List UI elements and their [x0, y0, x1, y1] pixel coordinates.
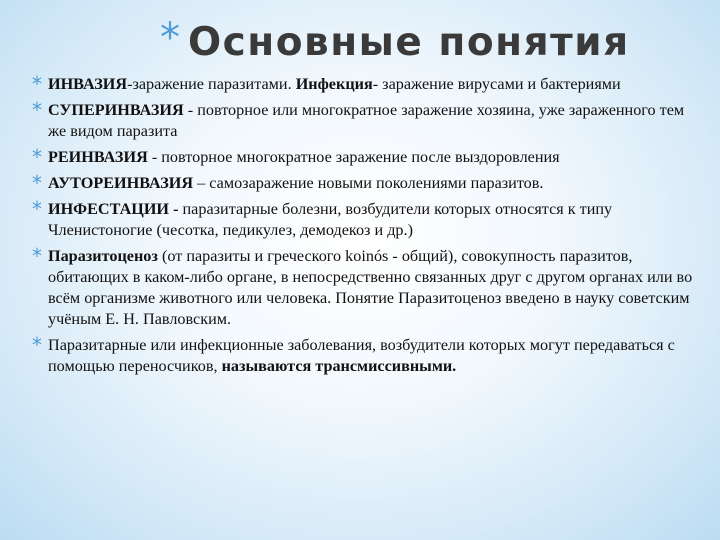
list-item — [32, 74, 700, 95]
bullet-list — [32, 74, 700, 382]
asterisk-bullet-icon: * — [32, 333, 42, 357]
asterisk-bullet-icon: * — [32, 72, 42, 96]
bold-term: Инфекция — [295, 75, 373, 93]
text-segment: – самозаражение новыми поколениями паразитов. — [193, 174, 544, 192]
list-item — [32, 199, 700, 241]
asterisk-bullet-icon: * — [160, 15, 180, 61]
asterisk-bullet-icon: * — [32, 98, 42, 122]
bold-term: ИНВАЗИЯ — [48, 75, 128, 93]
list-item — [32, 335, 700, 377]
bold-term: называются трансмиссивными. — [221, 357, 457, 375]
bullet-text — [48, 200, 612, 239]
list-item — [32, 100, 700, 142]
text-segment: Паразитарные или инфекционные заболевания, возбудители которых могут передаваться с помощью переносчиков, — [48, 336, 675, 375]
text-segment: (от паразиты и греческого koinós - общий), совокупность паразитов, обитающих в каком-либо органе, в непосредственно связанных друг с другом органах или во всём организме животного или человека. Понятие Паразитоценоз введено в науку советским учёным Е. Н. Павловским. — [48, 247, 693, 328]
text-segment: - заражение вирусами и бактериями — [372, 75, 621, 93]
bold-term: АУТОРЕИНВАЗИЯ — [48, 174, 194, 192]
asterisk-bullet-icon: * — [32, 244, 42, 268]
text-segment: - повторное или многократное заражение хозяина, уже зараженного тем же видом паразита — [48, 101, 685, 140]
bullet-text — [48, 336, 675, 375]
list-item — [32, 147, 700, 168]
text-segment: - повторное многократное заражение после выздоровления — [147, 148, 560, 166]
bold-term: СУПЕРИНВАЗИЯ — [48, 101, 184, 119]
bullet-text — [48, 247, 692, 328]
asterisk-bullet-icon: * — [32, 197, 42, 221]
page-title: Основные понятия — [188, 20, 630, 65]
slide-title — [160, 15, 700, 78]
bullet-text — [48, 75, 621, 93]
bullet-text — [48, 101, 684, 140]
text-segment: паразитарные болезни, возбудители которых относятся к типу Членистоногие (чесотка, педикулез, демодекоз и др.) — [48, 200, 613, 239]
asterisk-bullet-icon: * — [32, 145, 42, 169]
bold-term: ИНФЕСТАЦИИ - — [48, 200, 183, 218]
bullet-text — [48, 174, 543, 192]
bold-term: Паразитоценоз — [48, 247, 158, 265]
text-segment: -заражение паразитами. — [127, 75, 296, 93]
bullet-text — [48, 148, 560, 166]
bold-term: РЕИНВАЗИЯ — [48, 148, 148, 166]
asterisk-bullet-icon: * — [32, 171, 42, 195]
list-item — [32, 246, 700, 330]
list-item — [32, 173, 700, 194]
